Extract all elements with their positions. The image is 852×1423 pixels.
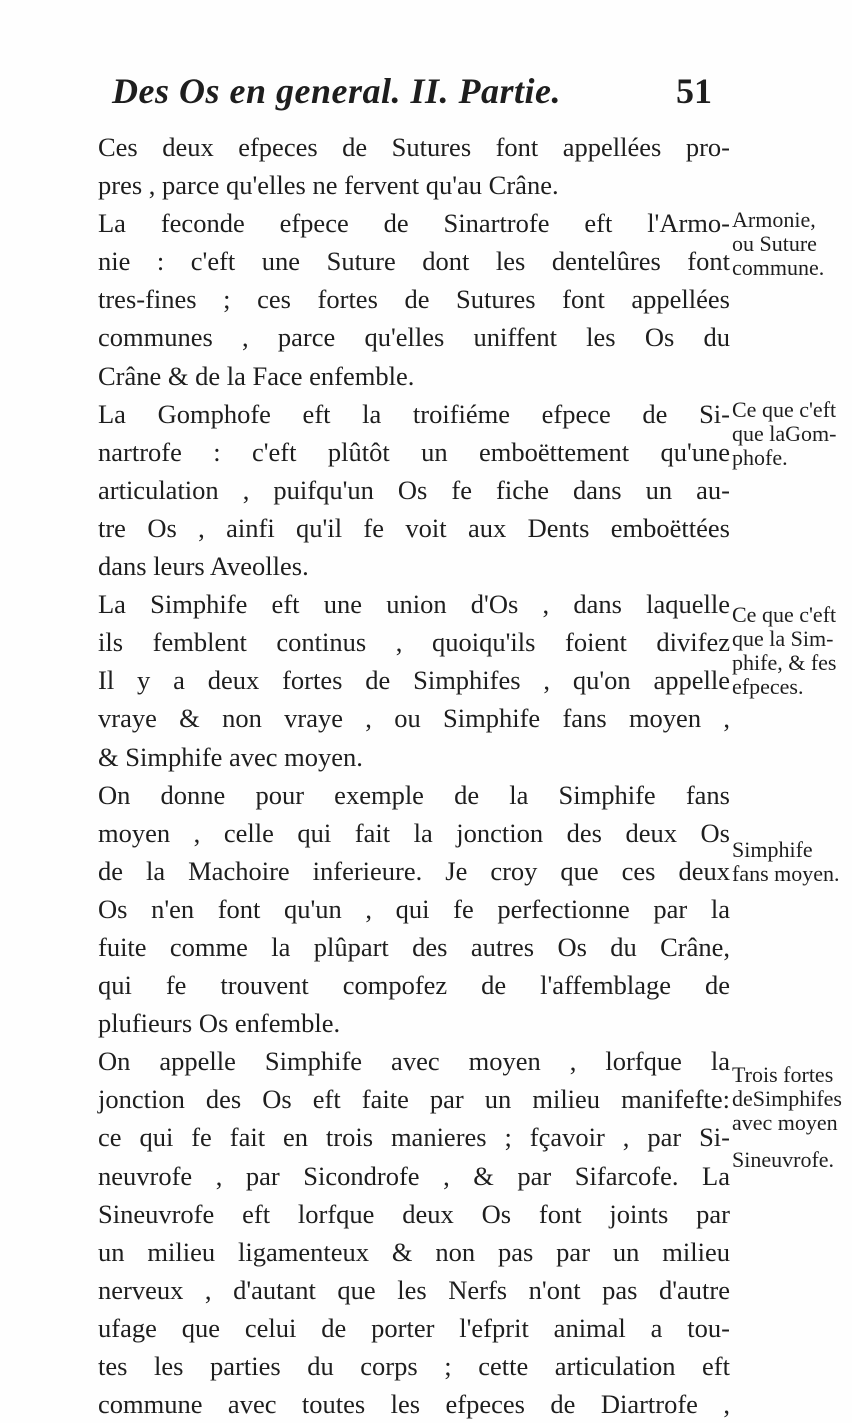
text-line: articulation , puifqu'un Os fe fiche dans un au- xyxy=(98,474,730,505)
margin-note-line: avec moyen xyxy=(732,1110,838,1135)
margin-note-line: ou Suture xyxy=(732,231,817,256)
body-text xyxy=(98,128,730,1423)
text-line: On donne pour exemple de la Simphife fans xyxy=(98,779,730,810)
text-line: La feconde efpece de Sinartrofe eft l'Armo- xyxy=(98,208,730,239)
margin-note-line: Sineuvrofe. xyxy=(732,1147,835,1172)
text-line: ufage que celui de porter l'efprit animal a tou- xyxy=(98,1312,730,1343)
text-line: plufieurs Os enfemble. xyxy=(98,1008,341,1039)
text-line: vraye & non vraye , ou Simphife fans moyen , xyxy=(98,703,730,734)
margin-note-line: que la Sim- xyxy=(732,626,834,651)
running-head xyxy=(112,70,712,120)
text-line: nartrofe : c'eft plûtôt un emboëttement qu'une xyxy=(98,436,730,467)
text-line: ils femblent continus , quoiqu'ils foient divifez xyxy=(98,627,730,658)
margin-note-trois-fortes xyxy=(732,1063,852,1135)
text-line: ce qui fe fait en trois manieres ; fçavoir , par Si- xyxy=(98,1122,730,1153)
text-line: Ces deux efpeces de Sutures font appellées pro- xyxy=(98,132,730,162)
text-line: fuite comme la plûpart des autres Os du Crâne, xyxy=(98,931,730,962)
margin-note-line: commune. xyxy=(732,255,825,280)
margin-note-simphise-sans-moyen xyxy=(732,838,852,886)
margin-note-line: Simphife xyxy=(732,837,813,862)
text-line: communes , parce qu'elles uniffent les Os du xyxy=(98,322,730,353)
text-line: de la Machoire inferieure. Je croy que ces deux xyxy=(98,855,730,886)
margin-note-line: phife, & fes xyxy=(732,650,837,675)
text-line: jonction des Os eft faite par un milieu manifefte: xyxy=(98,1084,730,1115)
text-line: & Simphife avec moyen. xyxy=(98,741,363,772)
margin-note-line: Ce que c'eft xyxy=(732,602,837,627)
text-line: Crâne & de la Face enfemble. xyxy=(98,360,415,391)
text-line: La Gomphofe eft la troifiéme efpece de Si- xyxy=(98,398,730,429)
running-title: Des Os en general. II. Partie. xyxy=(112,71,561,111)
margin-note-sineuvrose xyxy=(732,1148,852,1172)
text-line: qui fe trouvent compofez de l'affemblage de xyxy=(98,970,730,1001)
margin-note-line: que laGom- xyxy=(732,421,837,446)
margin-note-gomphose xyxy=(732,398,852,470)
text-line: La Simphife eft une union d'Os , dans laquelle xyxy=(98,589,730,620)
margin-note-line: Armonie, xyxy=(732,207,816,232)
text-line: On appelle Simphife avec moyen , lorfque la xyxy=(98,1046,730,1077)
text-line: pres , parce qu'elles ne fervent qu'au Crâne. xyxy=(98,170,559,201)
text-line: moyen , celle qui fait la jonction des deux Os xyxy=(98,817,730,848)
text-line: commune avec toutes les efpeces de Diartrofe , xyxy=(98,1389,730,1420)
text-line: tre Os , ainfi qu'il fe voit aux Dents emboëttées xyxy=(98,512,730,543)
margin-note-line: phofe. xyxy=(732,445,788,470)
margin-note-armonie xyxy=(732,208,852,280)
margin-note-line: efpeces. xyxy=(732,674,804,699)
margin-note-line: Trois fortes xyxy=(732,1062,834,1087)
text-line: tes les parties du corps ; cette articulation eft xyxy=(98,1351,730,1381)
margin-note-line: deSimphifes xyxy=(732,1086,842,1111)
margin-note-simphise xyxy=(732,603,852,699)
text-line: un milieu ligamenteux & non pas par un milieu xyxy=(98,1236,730,1267)
text-line: dans leurs Aveolles. xyxy=(98,551,309,582)
text-line: Sineuvrofe eft lorfque deux Os font joints par xyxy=(98,1198,730,1229)
text-line: neuvrofe , par Sicondrofe , & par Sifarcofe. La xyxy=(98,1160,730,1191)
text-line: nerveux , d'autant que les Nerfs n'ont pas d'autre xyxy=(98,1274,730,1305)
margin-note-line: Ce que c'eft xyxy=(732,397,837,422)
page-number: 51 xyxy=(676,71,712,111)
text-line: tres-fines ; ces fortes de Sutures font appellées xyxy=(98,284,730,315)
text-line: Os n'en font qu'un , qui fe perfectionne par la xyxy=(98,893,730,924)
text-line: Il y a deux fortes de Simphifes , qu'on appelle xyxy=(98,665,730,696)
margin-note-line: fans moyen. xyxy=(732,861,840,886)
text-line: nie : c'eft une Suture dont les dentelûres font xyxy=(98,246,730,277)
